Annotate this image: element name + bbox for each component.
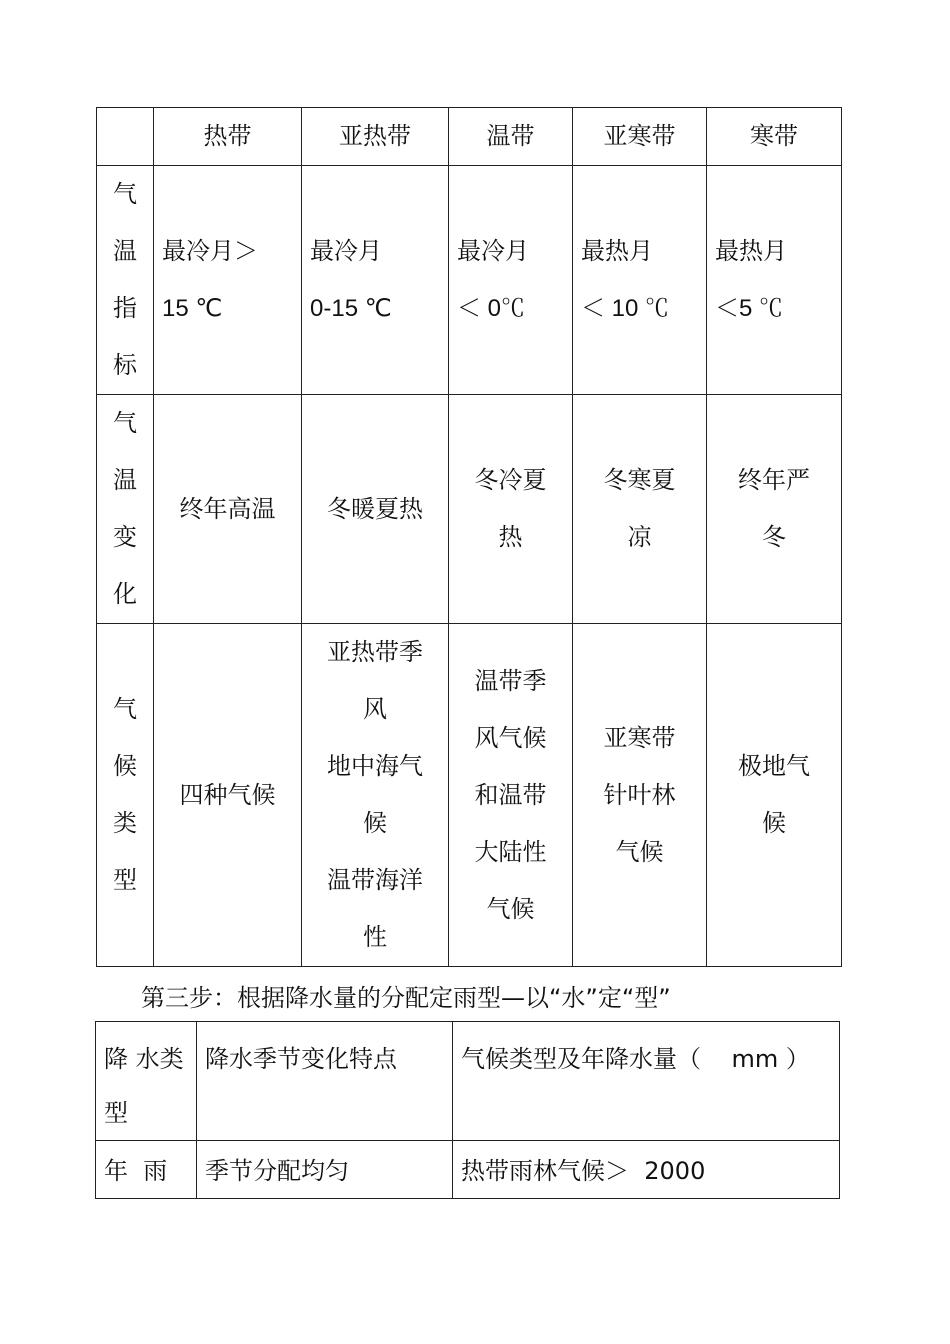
- cell-climate-precipitation: 热带雨林气候＞ 2000: [453, 1141, 840, 1199]
- header-temperate: 温带: [449, 108, 573, 166]
- cell-temperate-change: 冬冷夏热: [474, 466, 547, 551]
- row-label-climate-type: 气候类型: [113, 695, 137, 894]
- precipitation-type-table: [95, 1021, 840, 1199]
- header-frigid: 寒带: [707, 108, 842, 166]
- header-tropical: 热带: [154, 108, 302, 166]
- temperature-index-row: [97, 166, 842, 395]
- cell-rain-type: 年 雨: [96, 1141, 197, 1199]
- cell-subtropical-index: 最冷月 0-15 ℃: [302, 166, 449, 395]
- header-empty-cell: [97, 108, 154, 166]
- temperature-change-row: [97, 395, 842, 624]
- cell-tropical-type: 四种气候: [179, 780, 276, 809]
- precipitation-data-row: [96, 1141, 840, 1199]
- cell-frigid-index: 最热月 ＜5 ℃: [707, 166, 842, 395]
- cell-seasonal-distribution: 季节分配均匀: [197, 1141, 453, 1199]
- cell-temperate-type: 温带季风气候和温带大陆性气候: [474, 666, 547, 923]
- cell-frigid-type: 极地气候: [738, 752, 810, 837]
- cell-subfrigid-index: 最热月 ＜ 10 ℃: [573, 166, 707, 395]
- step-three-caption: 第三步：根据降水量的分配定雨型—以“水”定“型”: [141, 984, 671, 1012]
- header-subfrigid: 亚寒带: [573, 108, 707, 166]
- cell-tropical-index: 最冷月＞ 15 ℃: [154, 166, 302, 395]
- cell-subfrigid-type: 亚寒带针叶林气候: [603, 723, 676, 866]
- header-precipitation-type: 降 水类型: [96, 1022, 197, 1141]
- precipitation-header-row: [96, 1022, 840, 1141]
- climate-zone-table: [96, 107, 842, 967]
- cell-subfrigid-change: 冬寒夏凉: [603, 466, 676, 551]
- header-subtropical: 亚热带: [302, 108, 449, 166]
- row-label-temperature-change: 气温变化: [113, 409, 137, 608]
- cell-frigid-change: 终年严冬: [738, 466, 810, 551]
- header-climate-and-annual-precipitation: 气候类型及年降水量（ mm ）: [453, 1022, 840, 1141]
- cell-temperate-index: 最冷月 ＜ 0℃: [449, 166, 573, 395]
- climate-type-row: [97, 624, 842, 967]
- header-seasonal-change: 降水季节变化特点: [197, 1022, 453, 1141]
- header-row: [97, 108, 842, 166]
- cell-subtropical-type: 亚热带季风 地中海气候 温带海洋性: [327, 638, 423, 951]
- cell-subtropical-change: 冬暖夏热: [327, 494, 423, 523]
- row-label-temperature-index: 气温指标: [113, 180, 137, 379]
- cell-tropical-change: 终年高温: [179, 494, 276, 523]
